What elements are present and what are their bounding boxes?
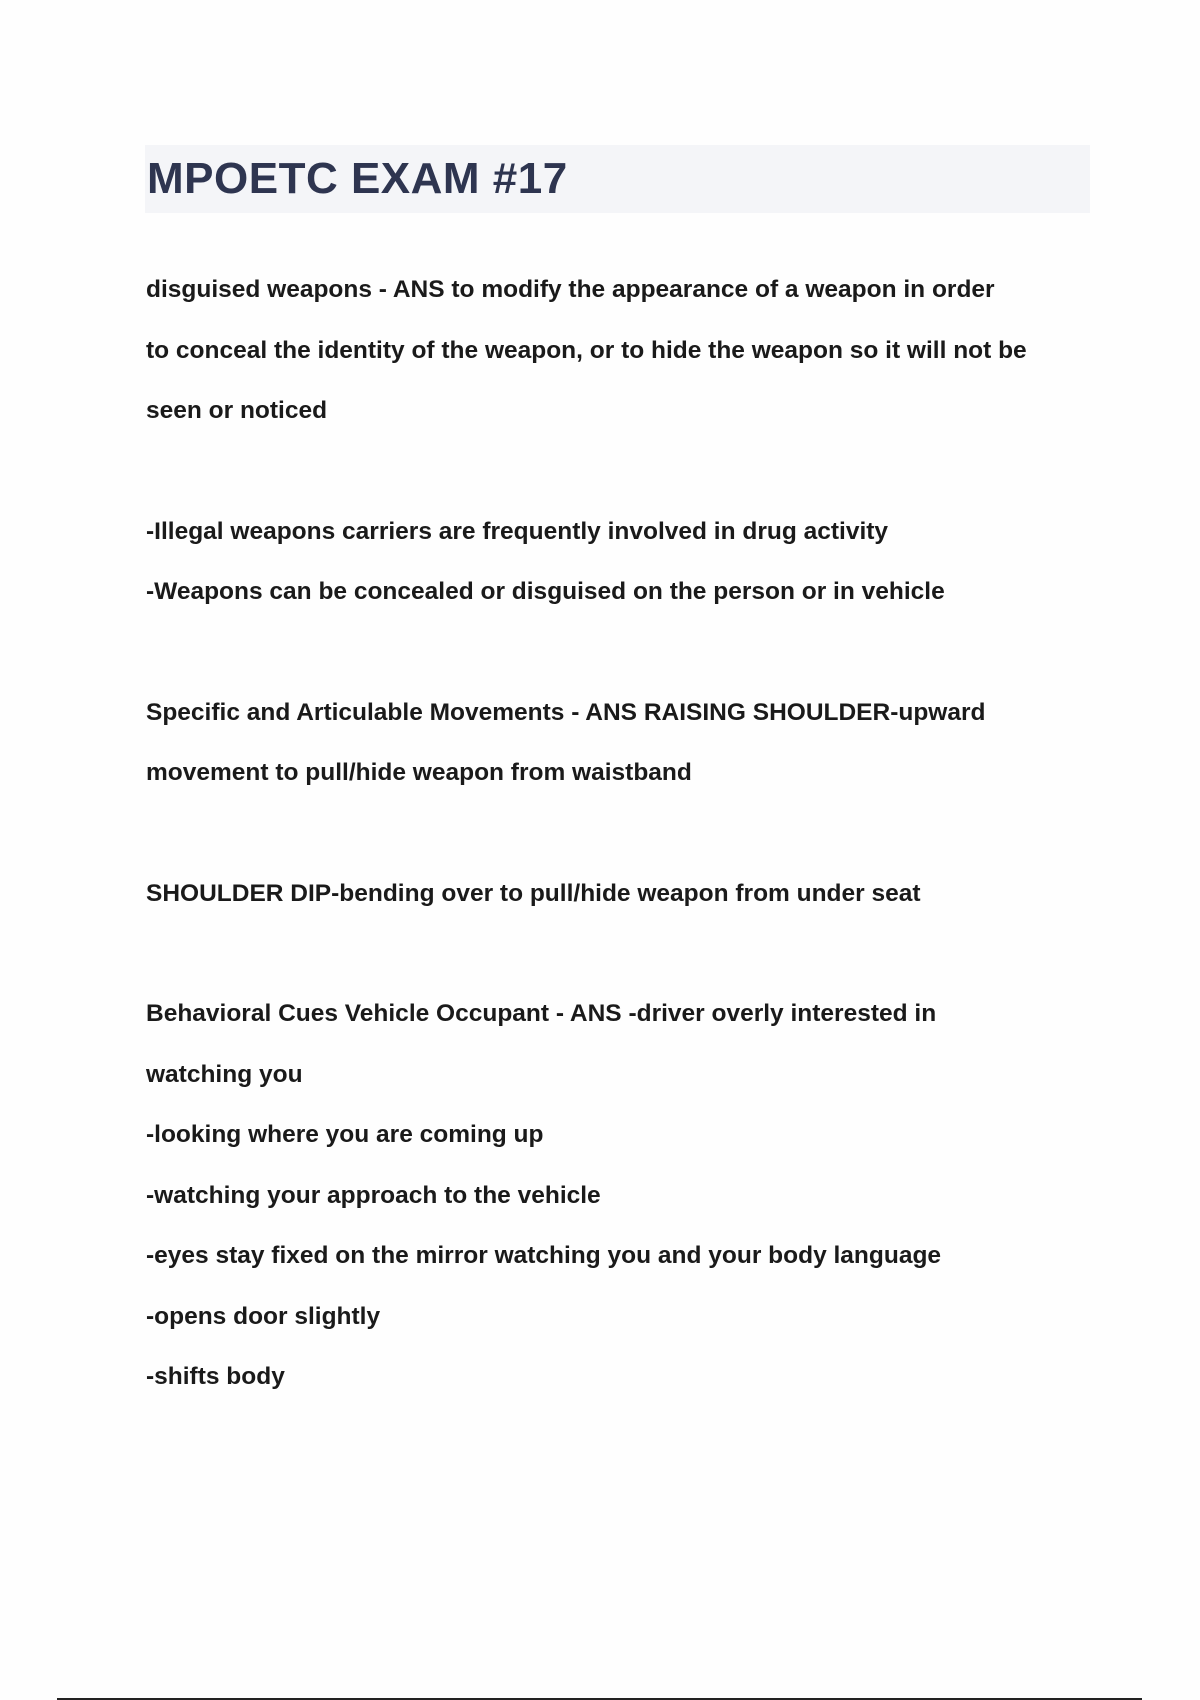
- text-line: -watching your approach to the vehicle: [146, 1181, 601, 1209]
- page-title: MPOETC EXAM #17: [147, 154, 568, 203]
- block-spacer: [146, 804, 1096, 864]
- text-line: seen or noticed: [146, 397, 328, 424]
- text-line: movement to pull/hide weapon from waistband: [146, 759, 692, 786]
- block-spacer: [146, 623, 1096, 683]
- block-spacer: [146, 924, 1096, 984]
- qa-block-behavioral-cues: [146, 984, 1096, 1408]
- text-line: to conceal the identity of the weapon, or to hide the weapon so it will not be: [146, 336, 1027, 364]
- text-line: -shifts body: [146, 1363, 285, 1390]
- note-block-shoulder-dip: [146, 864, 1096, 925]
- text-line: -Weapons can be concealed or disguised on the person or in vehicle: [146, 578, 945, 605]
- block-spacer: [146, 442, 1096, 502]
- title-bar: [145, 145, 1090, 213]
- document-body: [146, 260, 1096, 1408]
- qa-block-articulable-movements: [146, 683, 1096, 804]
- text-line: -looking where you are coming up: [146, 1121, 544, 1148]
- text-line: SHOULDER DIP-bending over to pull/hide weapon from under seat: [146, 879, 921, 907]
- text-line: -opens door slightly: [146, 1302, 381, 1330]
- text-line: Specific and Articulable Movements - ANS RAISING SHOULDER-upward: [146, 698, 986, 726]
- note-block-illegal-weapons: [146, 502, 1096, 623]
- text-line: -eyes stay fixed on the mirror watching you and your body language: [146, 1242, 942, 1269]
- qa-block-disguised-weapons: [146, 260, 1096, 442]
- text-line: disguised weapons - ANS to modify the appearance of a weapon in order: [146, 276, 995, 303]
- text-line: watching you: [146, 1060, 303, 1088]
- text-line: Behavioral Cues Vehicle Occupant - ANS -driver overly interested in: [146, 1000, 937, 1027]
- text-line: -Illegal weapons carriers are frequently involved in drug activity: [146, 517, 889, 545]
